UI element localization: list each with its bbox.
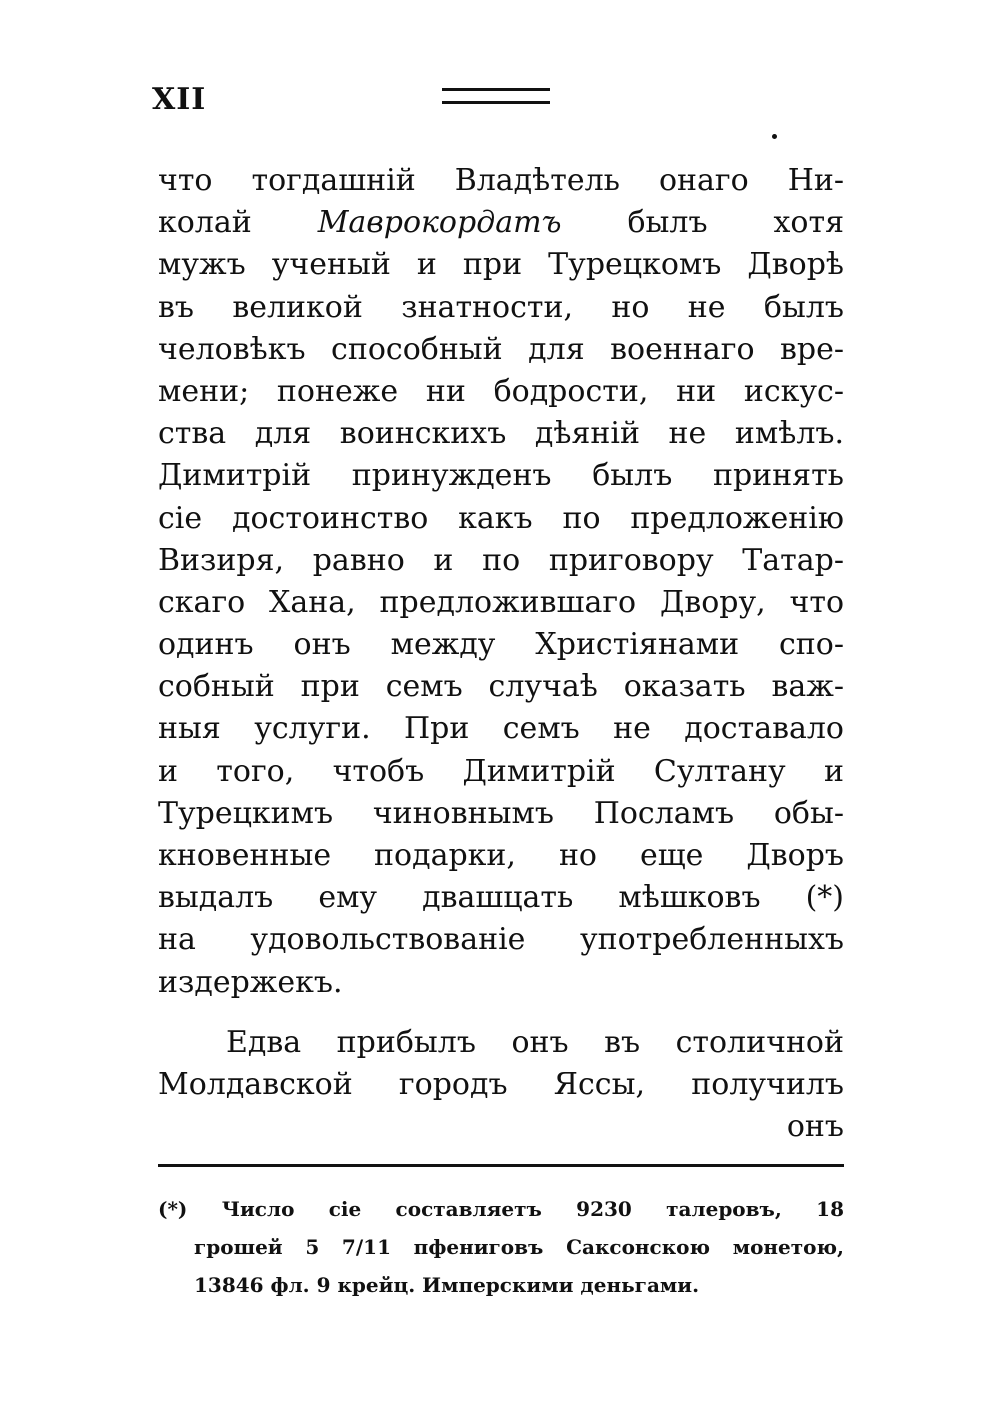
- text-line: Едва прибылъ онъ въ столичной: [226, 1024, 844, 1060]
- text-line: скаго Хана, предложившаго Двору, что: [158, 584, 844, 620]
- text-line: ства для воинскихъ дѣяній не имѣлъ.: [158, 416, 844, 452]
- text-line: что тогдашній Владѣтель онаго Ни-: [158, 163, 844, 198]
- footnote: [158, 1190, 844, 1304]
- text-line: человѣкъ способный для военнаго вре-: [158, 331, 844, 367]
- text-line: издержекъ.: [158, 964, 343, 1000]
- catchword: онъ: [786, 1109, 844, 1145]
- footnote-line: (*) Число сіе составляетъ 9230 талеровъ, 18: [158, 1197, 844, 1221]
- text-line: въ великой знатности, но не былъ: [158, 289, 844, 325]
- text-line: Турецкимъ чиновнымъ Посламъ обы-: [158, 795, 844, 831]
- italic-name: Маврокордатъ: [317, 205, 562, 241]
- page-number: XII: [152, 82, 207, 117]
- text-line: Димитрій принужденъ былъ принять: [158, 458, 844, 494]
- text-line: сіе достоинство какъ по предложенію: [158, 500, 844, 536]
- text-line: Визиря, равно и по приговору Татар-: [158, 542, 844, 578]
- footnote-line: грошей 5 7/11 пфениговъ Саксонскою монетою,: [194, 1235, 844, 1259]
- text-line: [158, 202, 844, 244]
- text-line: мужъ ученый и при Турецкомъ Дворѣ: [158, 247, 844, 283]
- text-line: Молдавской городъ Яссы, получилъ: [158, 1066, 844, 1102]
- text-line: одинъ онъ между Христіянами спо-: [158, 627, 844, 663]
- footnote-rule: [158, 1164, 844, 1167]
- text-line: на удовольствованіе употребленныхъ: [158, 922, 844, 958]
- text-line: ныя услуги. При семъ не доставало: [158, 711, 844, 747]
- page-header: [152, 82, 842, 122]
- text-line: мени; понеже ни бодрости, ни искус-: [158, 373, 844, 409]
- ink-speck: [772, 134, 777, 139]
- footnote-line: 13846 фл. 9 крейц. Имперскими деньгами.: [194, 1273, 700, 1297]
- text-word: колай: [158, 205, 252, 241]
- text-line: собный при семъ случаѣ оказать важ-: [158, 669, 844, 705]
- header-ornament-rule: [442, 88, 550, 104]
- paragraph-gap: [158, 1004, 844, 1022]
- text-line: и того, чтобъ Димитрій Султану и: [158, 753, 844, 789]
- main-text: [158, 160, 844, 1148]
- text-line: кновенные подарки, но еще Дворъ: [158, 838, 844, 873]
- text-word: былъ хотя: [627, 205, 844, 241]
- text-line: выдалъ ему двашцать мѣшковъ (*): [158, 880, 844, 916]
